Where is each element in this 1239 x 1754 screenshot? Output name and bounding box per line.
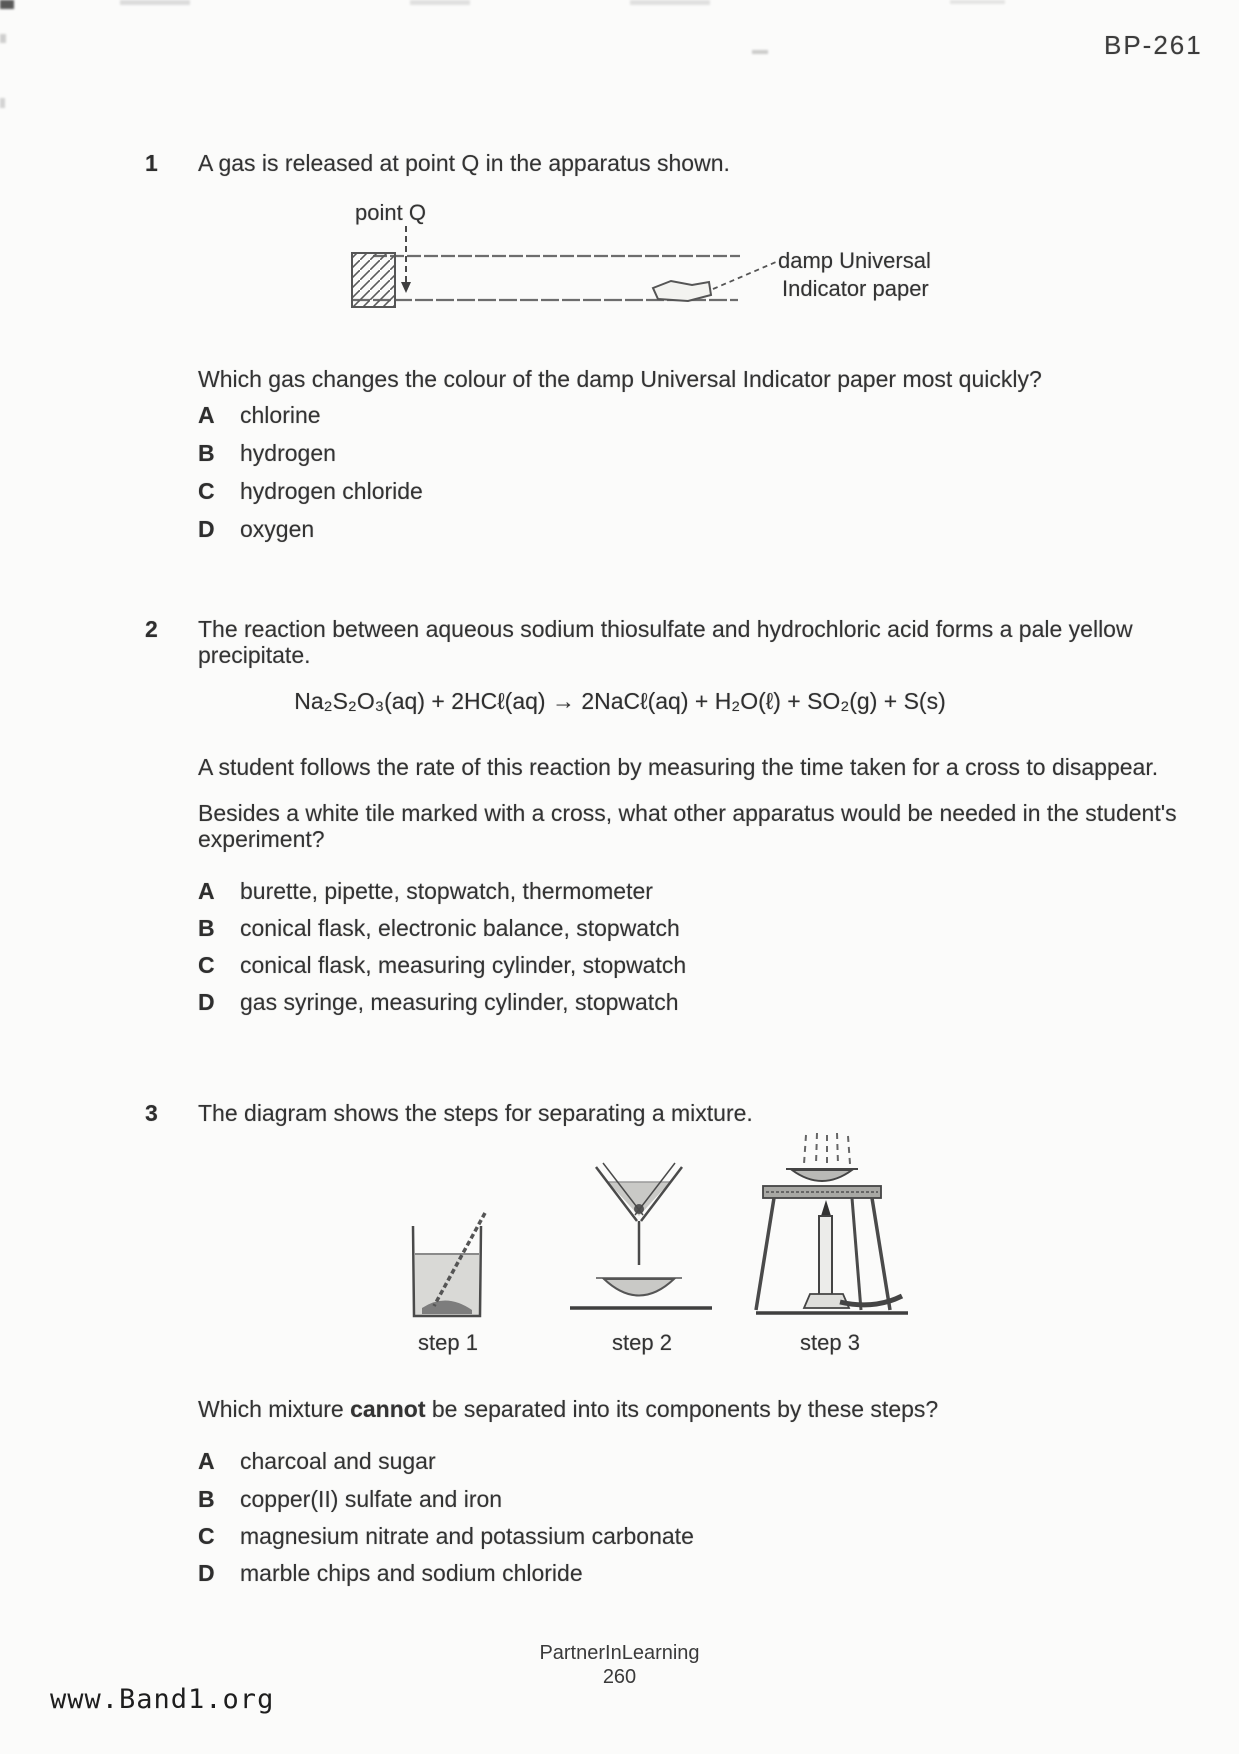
q1-option-b-text: hydrogen [240,440,336,466]
q2-option-b-letter: B [198,915,215,941]
question-1-text: A gas is released at point Q in the apparatus shown. [198,150,730,176]
question-3-number: 3 [145,1100,158,1126]
q2-option-b-text: conical flask, electronic balance, stopwatch [240,915,680,941]
q3-option-c-letter: C [198,1523,215,1549]
evaporating-dish [786,1169,858,1181]
scan-artifact-top-3 [630,0,710,5]
scan-artifact-top-2 [410,0,470,5]
q1-option-b-letter: B [198,440,215,466]
q3-option-d-letter: D [198,1560,215,1586]
beaker-with-rod [413,1213,485,1316]
watermark-url: www.Band1.org [50,1684,275,1715]
scan-artifact-top-4 [950,0,1005,4]
question-3-prompt-bold: cannot [350,1396,426,1422]
bunsen-burner [756,1200,908,1313]
scan-artifact-mid [752,50,768,54]
question-2-para1: A student follows the rate of this reaction by measuring the time taken for a cross to disappear. [198,754,1159,780]
q3-option-b-text: copper(II) sulfate and iron [240,1486,503,1512]
q2-option-d-text: gas syringe, measuring cylinder, stopwatch [240,989,679,1015]
question-2-number: 2 [145,616,158,642]
scan-artifact-corner [0,0,14,9]
separation-steps-svg [400,1130,920,1325]
q1-option-c-text: hydrogen chloride [240,478,423,504]
step-1-label: step 1 [418,1330,478,1355]
question-2-text-line1: The reaction between aqueous sodium thiosulfate and hydrochloric acid forms a pale yellow [198,616,1133,642]
question-2-para2-line2: experiment? [198,826,325,852]
collecting-dish [570,1278,712,1308]
q1-option-a-letter: A [198,402,215,428]
indicator-paper [653,281,711,301]
q2-option-a-letter: A [198,878,215,904]
indicator-paper-label-line1: damp Universal [778,248,931,273]
q1-option-a-text: chlorine [240,402,321,428]
q3-option-b-letter: B [198,1486,215,1512]
question-3-prompt-suffix: be separated into its components by these steps? [425,1396,939,1422]
indicator-paper-label-line2: Indicator paper [782,276,929,301]
scan-artifact-left-2 [0,98,5,108]
q3-option-a-letter: A [198,1448,215,1474]
q3-option-d-text: marble chips and sodium chloride [240,1560,583,1586]
footer-page-number: 260 [602,1666,637,1688]
question-3-prompt-prefix: Which mixture [198,1396,351,1422]
question-1-prompt: Which gas changes the colour of the damp Universal Indicator paper most quickly? [198,366,1042,392]
chemical-equation: Na₂S₂O₃(aq) + 2HCℓ(aq) → 2NaCℓ(aq) + H₂O(ℓ) + SO₂(g) + S(s) [294,688,946,714]
point-q-label: point Q [355,200,426,225]
question-3-prompt [198,1396,938,1422]
q2-option-c-text: conical flask, measuring cylinder, stopwatch [240,952,687,978]
question-3-text: The diagram shows the steps for separating a mixture. [198,1100,753,1126]
question-2-para2-line1: Besides a white tile marked with a cross, what other apparatus would be needed in the student's [198,800,1177,826]
q3-option-c-text: magnesium nitrate and potassium carbonate [240,1523,694,1549]
label-leader-line [713,262,776,289]
filter-funnel [596,1163,682,1265]
q1-option-d-letter: D [198,516,215,542]
question-1-number: 1 [145,150,158,176]
gas-entry-arrow [401,226,411,293]
q2-option-c-letter: C [198,952,215,978]
page-code: BP-261 [1104,30,1203,60]
footer-brand: PartnerInLearning [539,1642,700,1664]
step-2-label: step 2 [612,1330,672,1355]
q2-option-a-text: burette, pipette, stopwatch, thermometer [240,878,653,904]
q2-option-d-letter: D [198,989,215,1015]
scan-artifact-left-1 [0,34,6,43]
question-2-text-line2: precipitate. [198,642,311,668]
q3-option-a-text: charcoal and sugar [240,1448,436,1474]
steam-lines [804,1133,850,1164]
step-3-label: step 3 [800,1330,860,1355]
stopper-block [352,253,395,307]
scan-artifact-top-1 [120,0,190,5]
q1-option-c-letter: C [198,478,215,504]
q1-option-d-text: oxygen [240,516,315,542]
